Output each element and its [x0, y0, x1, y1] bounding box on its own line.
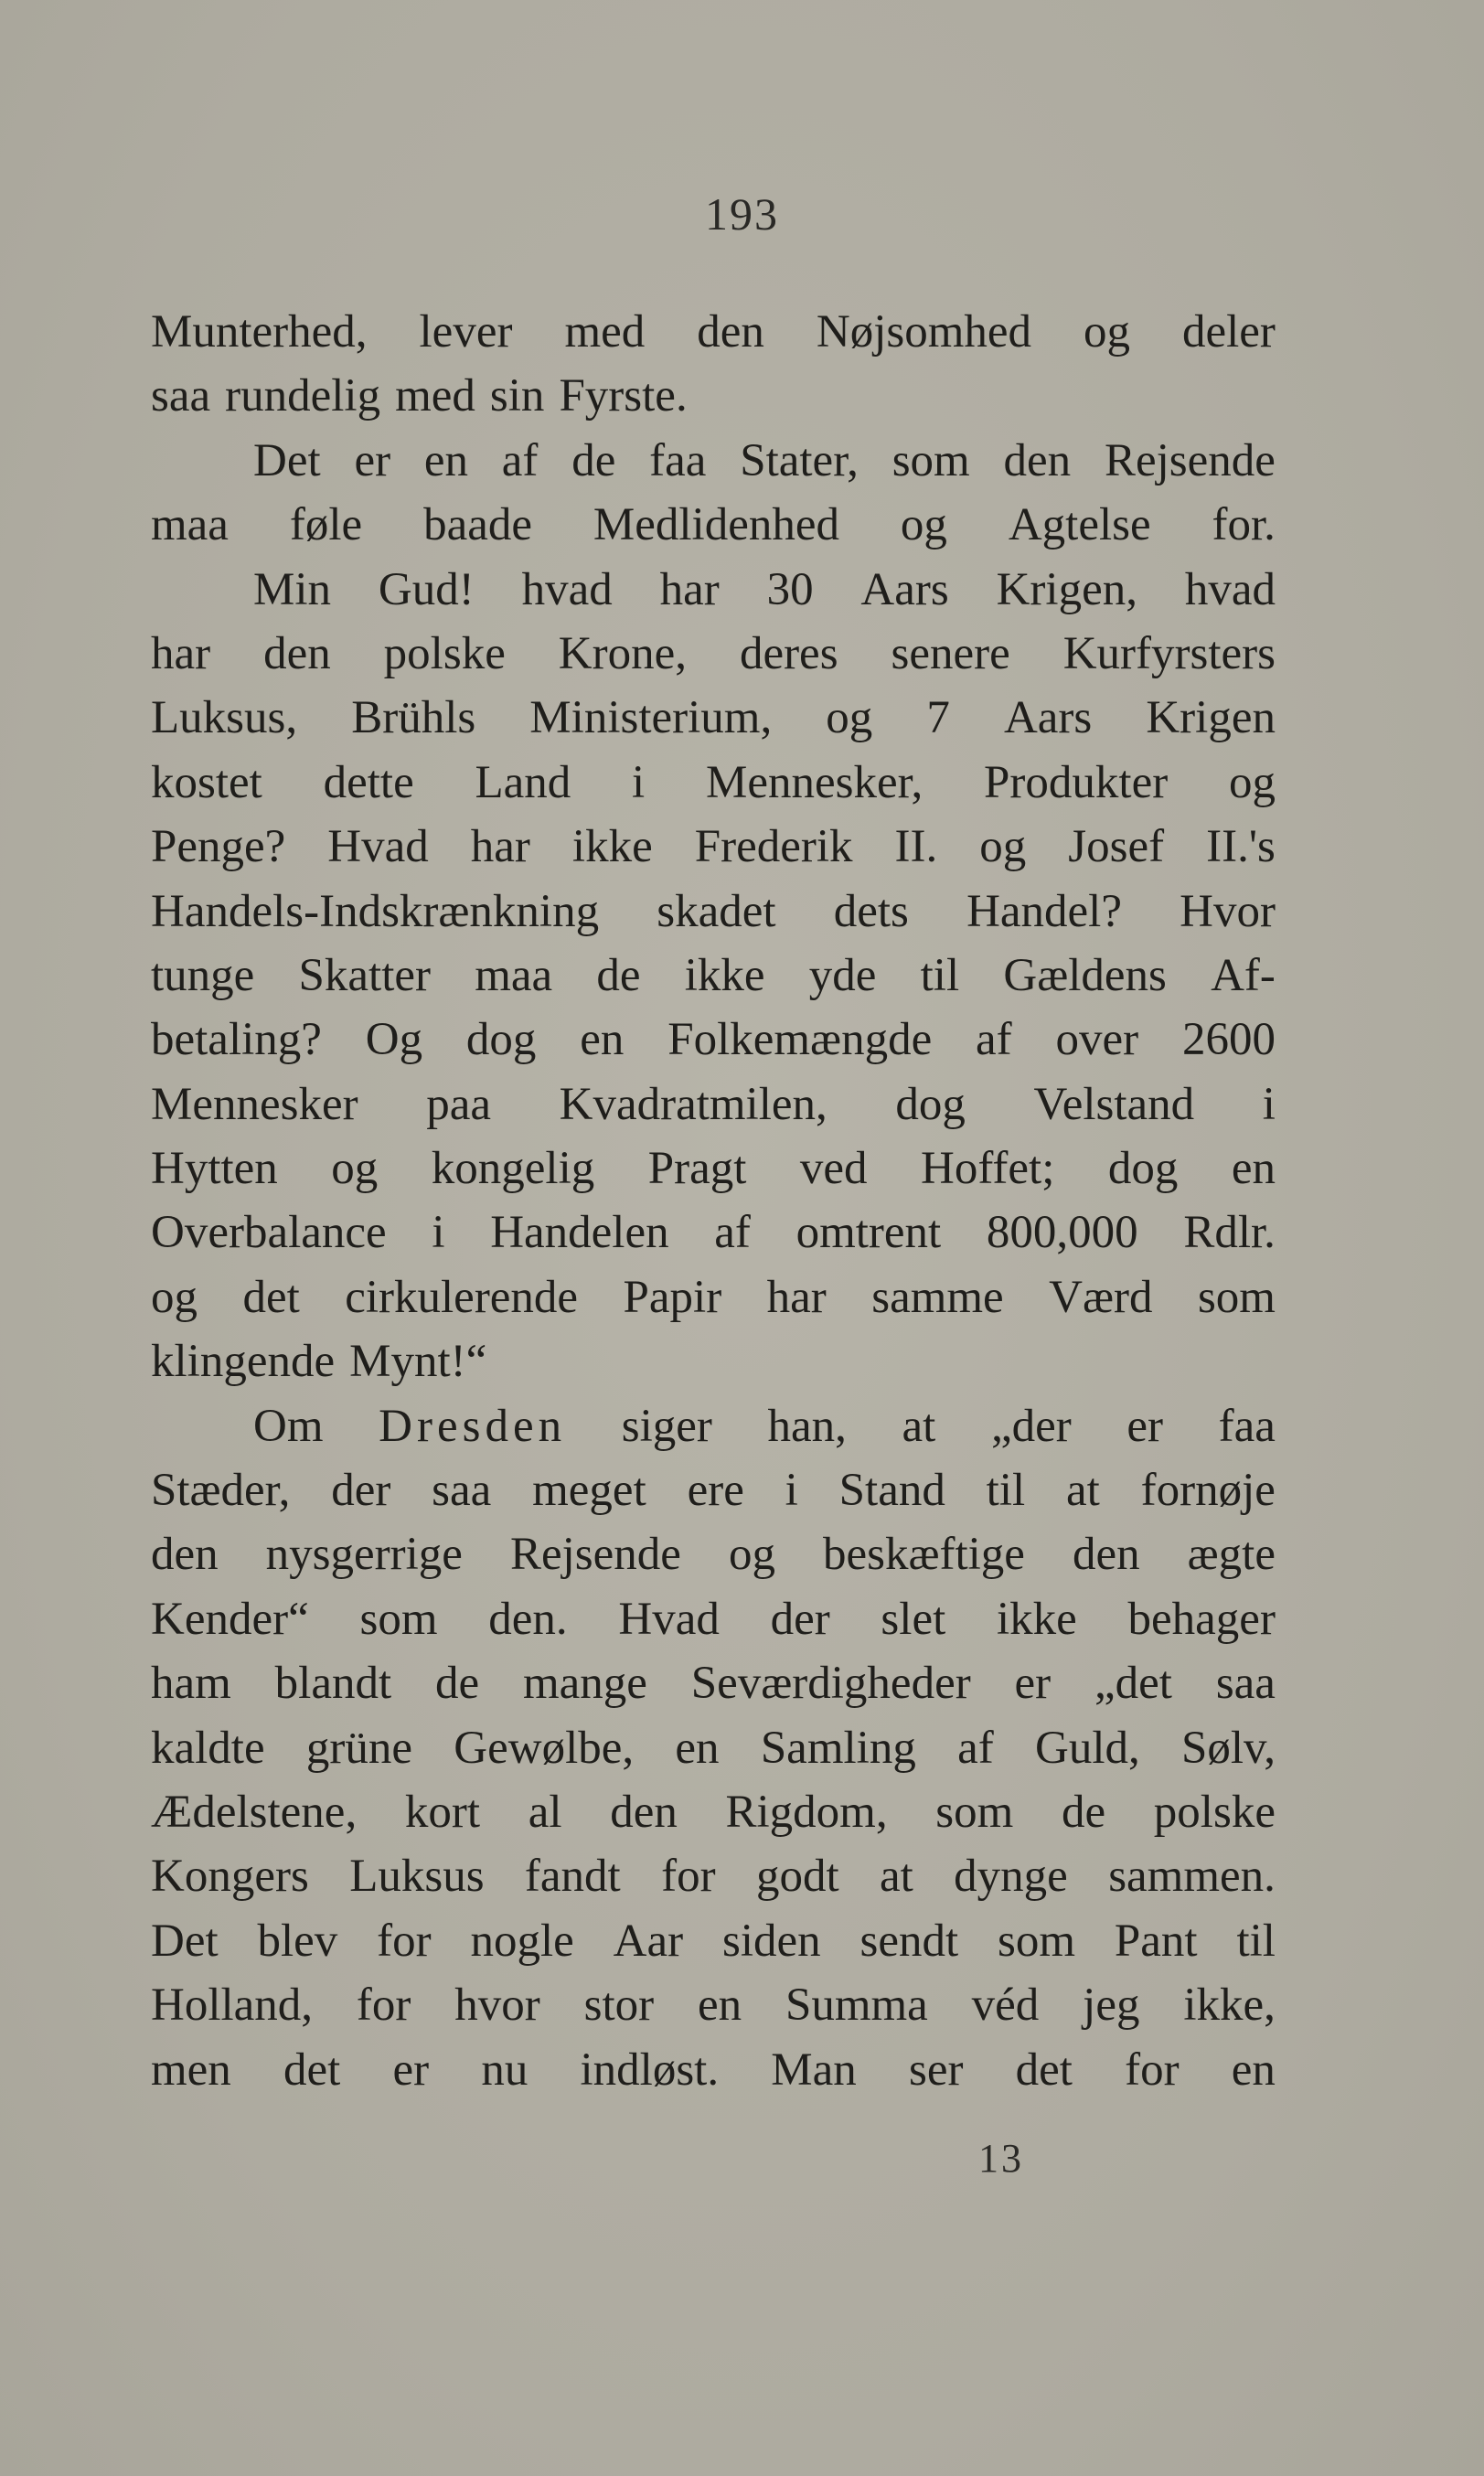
word: en [580, 1014, 625, 1066]
word: Dresden [379, 1400, 567, 1452]
word: kaldte [151, 1722, 265, 1774]
word: sin [489, 370, 545, 422]
word: Pragt [647, 1143, 747, 1195]
word: og [1228, 756, 1276, 808]
word: beskæftige [822, 1529, 1025, 1581]
word: den [263, 627, 331, 679]
word: den [1003, 434, 1072, 486]
word: af [976, 1014, 1012, 1066]
word: ikke [571, 821, 653, 873]
word: Om [253, 1400, 324, 1452]
word: saa [1215, 1658, 1276, 1710]
text-line [151, 1458, 1276, 1522]
word: en [423, 434, 468, 486]
word: den [151, 1529, 219, 1581]
word: sendt [859, 1915, 959, 1967]
word: Af- [1211, 949, 1276, 1001]
word: omtrent [795, 1207, 942, 1259]
word: Handels-Indskrænkning [151, 885, 600, 937]
word: for [661, 1851, 716, 1903]
word: og [900, 499, 947, 551]
word: er [1126, 1400, 1164, 1452]
word: Ministerium, [529, 692, 773, 744]
word: Stand [838, 1465, 945, 1517]
word: Det [253, 434, 321, 486]
word: faa [649, 434, 707, 486]
word: der [770, 1593, 830, 1645]
word: med [395, 370, 475, 422]
word: har [659, 563, 720, 615]
word: er [1014, 1658, 1052, 1710]
word: og [151, 1271, 198, 1323]
text-line [151, 815, 1276, 879]
text-line [151, 1201, 1276, 1265]
word: Nøjsomhed [816, 306, 1032, 358]
word: den [1072, 1529, 1140, 1581]
text-line [151, 622, 1276, 686]
text-line [151, 1716, 1276, 1780]
word: Mynt!“ [349, 1336, 487, 1388]
word: blev [257, 1915, 338, 1967]
word: Og [365, 1014, 423, 1066]
word: stor [583, 1980, 655, 2032]
word: og [331, 1143, 379, 1195]
word: jeg [1083, 1980, 1140, 2032]
word: Hoffet; [921, 1143, 1055, 1195]
word: maa [151, 499, 229, 551]
word: deres [739, 627, 838, 679]
text-line [151, 1394, 1276, 1458]
text-line [151, 880, 1276, 944]
word: rundelig [225, 370, 381, 422]
word: som [359, 1593, 438, 1645]
text-line [151, 1073, 1276, 1137]
word: de [1061, 1786, 1106, 1838]
word: grüne [305, 1722, 413, 1774]
word: for [1125, 2044, 1180, 2096]
word: maa [475, 949, 553, 1001]
text-line [151, 1587, 1276, 1651]
word: som [935, 1786, 1014, 1838]
word: Aars [1003, 692, 1093, 744]
word: 7 [926, 692, 950, 744]
word: siden [721, 1915, 821, 1967]
word: Skatter [298, 949, 431, 1001]
word: kort [404, 1786, 481, 1838]
word: det [1015, 2044, 1073, 2096]
word: der [331, 1465, 391, 1517]
word: Velstand [1033, 1078, 1195, 1130]
text-line [151, 1329, 1276, 1393]
word: Rejsende [1104, 434, 1276, 486]
word: Seværdigheder [690, 1658, 971, 1710]
word: Min [253, 563, 332, 615]
word: Krigen [1146, 692, 1276, 744]
word: den. [488, 1593, 568, 1645]
word: Værd [1049, 1271, 1153, 1323]
word: en [697, 1980, 742, 2032]
word: dog [465, 1014, 537, 1066]
word: 30 [766, 563, 814, 615]
word: Land [475, 756, 571, 808]
word: véd [971, 1980, 1040, 2032]
text-line [151, 1137, 1276, 1201]
word: Kvadratmilen, [559, 1078, 827, 1130]
word: lever [419, 306, 513, 358]
word: 800,000 [986, 1207, 1138, 1259]
word: blandt [274, 1658, 392, 1710]
word: Samling [760, 1722, 916, 1774]
word: dog [895, 1078, 966, 1130]
signature-mark: 13 [978, 2136, 1024, 2181]
word: ham [151, 1658, 231, 1710]
word: saa [432, 1465, 492, 1517]
word: den [697, 306, 764, 358]
text-line [151, 1973, 1276, 2037]
word: en [675, 1722, 720, 1774]
word: Det [151, 1915, 219, 1967]
page-number: 193 [705, 188, 779, 240]
word: kostet [151, 756, 262, 808]
word: dets [833, 885, 909, 937]
word: fandt [524, 1851, 621, 1903]
word: fornøje [1140, 1465, 1276, 1517]
text-line [151, 1909, 1276, 1973]
word: at [879, 1851, 913, 1903]
word: nysgerrige [265, 1529, 463, 1581]
word: en [1231, 2044, 1276, 2096]
word: Gewølbe, [454, 1722, 635, 1774]
word: mange [522, 1658, 647, 1710]
text-line [151, 751, 1276, 815]
text-line [151, 364, 1276, 428]
word: for [377, 1915, 432, 1967]
word: Guld, [1034, 1722, 1140, 1774]
word: tunge [151, 949, 255, 1001]
word: Medlidenhed [593, 499, 839, 551]
word: de [571, 434, 616, 486]
word: yde [808, 949, 877, 1001]
word: baade [423, 499, 532, 551]
word: Produkter [984, 756, 1169, 808]
word: al [528, 1786, 562, 1838]
word: med [564, 306, 646, 358]
word: har [766, 1271, 827, 1323]
word: Hvad [327, 821, 429, 873]
text-line [151, 1265, 1276, 1329]
word: Hvor [1180, 885, 1276, 937]
word: Kurfyrsters [1062, 627, 1276, 679]
word: at [1066, 1465, 1100, 1517]
word: 2600 [1181, 1014, 1276, 1066]
word: Holland, [151, 1980, 314, 2032]
text-line [151, 558, 1276, 622]
text-line [151, 300, 1276, 364]
word: faa [1218, 1400, 1276, 1452]
word: Summa [785, 1980, 928, 2032]
word: for. [1212, 499, 1276, 551]
word: en [1231, 1143, 1276, 1195]
word: og [826, 692, 873, 744]
word: saa [151, 370, 211, 422]
word: Stater, [740, 434, 859, 486]
word: Sølv, [1181, 1722, 1276, 1774]
word: deler [1181, 306, 1276, 358]
word: Krigen, [996, 563, 1137, 615]
text-line [151, 1844, 1276, 1908]
word: Penge? [151, 821, 286, 873]
word: Rejsende [509, 1529, 681, 1581]
word: Handelen [490, 1207, 669, 1259]
word: i [1262, 1078, 1276, 1130]
word: II.'s [1206, 821, 1276, 873]
word: ved [799, 1143, 868, 1195]
word: kongelig [431, 1143, 595, 1195]
word: Papir [623, 1271, 722, 1323]
word: til [920, 949, 960, 1001]
word: som [998, 1915, 1076, 1967]
word: hvad [1184, 563, 1276, 615]
word: Hytten [151, 1143, 278, 1195]
word: Stæder, [151, 1465, 291, 1517]
word: cirkulerende [345, 1271, 579, 1323]
word: Luksus, [151, 692, 298, 744]
word: polske [1153, 1786, 1276, 1838]
word: Man [771, 2044, 857, 2096]
word: polske [383, 627, 506, 679]
word: til [1236, 1915, 1276, 1967]
word: af [501, 434, 539, 486]
word: til [986, 1465, 1026, 1517]
word: Brühls [351, 692, 476, 744]
word: af [714, 1207, 751, 1259]
text-line [151, 2038, 1276, 2102]
word: og [1084, 306, 1130, 358]
word: som [1197, 1271, 1276, 1323]
word: Aars [860, 563, 949, 615]
word: godt [755, 1851, 839, 1903]
text-line [151, 1780, 1276, 1844]
word: Krone, [558, 627, 687, 679]
word: dette [323, 756, 414, 808]
word: Pant [1114, 1915, 1198, 1967]
word: skadet [657, 885, 776, 937]
word: Ædelstene, [151, 1786, 358, 1838]
word: føle [289, 499, 363, 551]
word: Rdlr. [1183, 1207, 1276, 1259]
word: og [979, 821, 1027, 873]
word: ikke, [1183, 1980, 1276, 2032]
text-line [151, 493, 1276, 557]
word: Frederik [694, 821, 853, 873]
word: det [242, 1271, 300, 1323]
word: og [728, 1529, 775, 1581]
word: Aar [613, 1915, 684, 1967]
word: indløst. [580, 2044, 720, 2096]
word: Gud! [378, 563, 475, 615]
word: Handel? [966, 885, 1122, 937]
word: nu [481, 2044, 528, 2096]
text-line [151, 944, 1276, 1008]
word: den [610, 1786, 678, 1838]
word: hvor [454, 1980, 540, 2032]
word: ikke [684, 949, 765, 1001]
word: Mennesker [151, 1078, 358, 1130]
text-line [151, 686, 1276, 750]
word: paa [426, 1078, 491, 1130]
word: de [596, 949, 641, 1001]
word: klingende [151, 1336, 336, 1388]
word: nogle [470, 1915, 574, 1967]
word: Munterhed, [151, 306, 368, 358]
word: men [151, 2044, 231, 2096]
word: siger [621, 1400, 712, 1452]
text-line [151, 1522, 1276, 1586]
word: ægte [1187, 1529, 1276, 1581]
word: betaling? [151, 1014, 322, 1066]
word: „der [990, 1400, 1072, 1452]
word: Josef [1068, 821, 1165, 873]
word: han, [767, 1400, 847, 1452]
word: dog [1107, 1143, 1179, 1195]
word: Gældens [1003, 949, 1167, 1001]
word: dynge [954, 1851, 1068, 1903]
word: meget [532, 1465, 646, 1517]
word: Luksus [349, 1851, 485, 1903]
word: har [470, 821, 530, 873]
word: for [356, 1980, 411, 2032]
word: Hvad [618, 1593, 720, 1645]
word: at [902, 1400, 936, 1452]
word: hvad [521, 563, 613, 615]
word: som [891, 434, 970, 486]
word: er [392, 2044, 430, 2096]
word: Kender“ [151, 1593, 309, 1645]
word: i [785, 1465, 798, 1517]
word: samme [871, 1271, 1004, 1323]
word: det [283, 2044, 341, 2096]
word: de [434, 1658, 480, 1710]
word: Mennesker, [705, 756, 923, 808]
word: Kongers [151, 1851, 309, 1903]
word: slet [881, 1593, 946, 1645]
word: Folkemængde [667, 1014, 933, 1066]
word: ikke [996, 1593, 1077, 1645]
word: ser [908, 2044, 964, 2096]
word: Agtelse [1008, 499, 1151, 551]
word: II. [894, 821, 938, 873]
text-line [151, 1651, 1276, 1715]
text-line [151, 1008, 1276, 1072]
word: ere [687, 1465, 744, 1517]
word: er [354, 434, 391, 486]
text-line [151, 429, 1276, 493]
word: Overbalance [151, 1207, 387, 1259]
word: af [957, 1722, 994, 1774]
word: behager [1127, 1593, 1276, 1645]
word: Fyrste. [559, 370, 688, 422]
word: „det [1094, 1658, 1172, 1710]
word: Rigdom, [725, 1786, 888, 1838]
body-text [151, 300, 1276, 2102]
word: i [632, 756, 646, 808]
word: senere [891, 627, 1010, 679]
word: har [151, 627, 211, 679]
word: i [432, 1207, 445, 1259]
word: sammen. [1108, 1851, 1276, 1903]
word: over [1055, 1014, 1139, 1066]
